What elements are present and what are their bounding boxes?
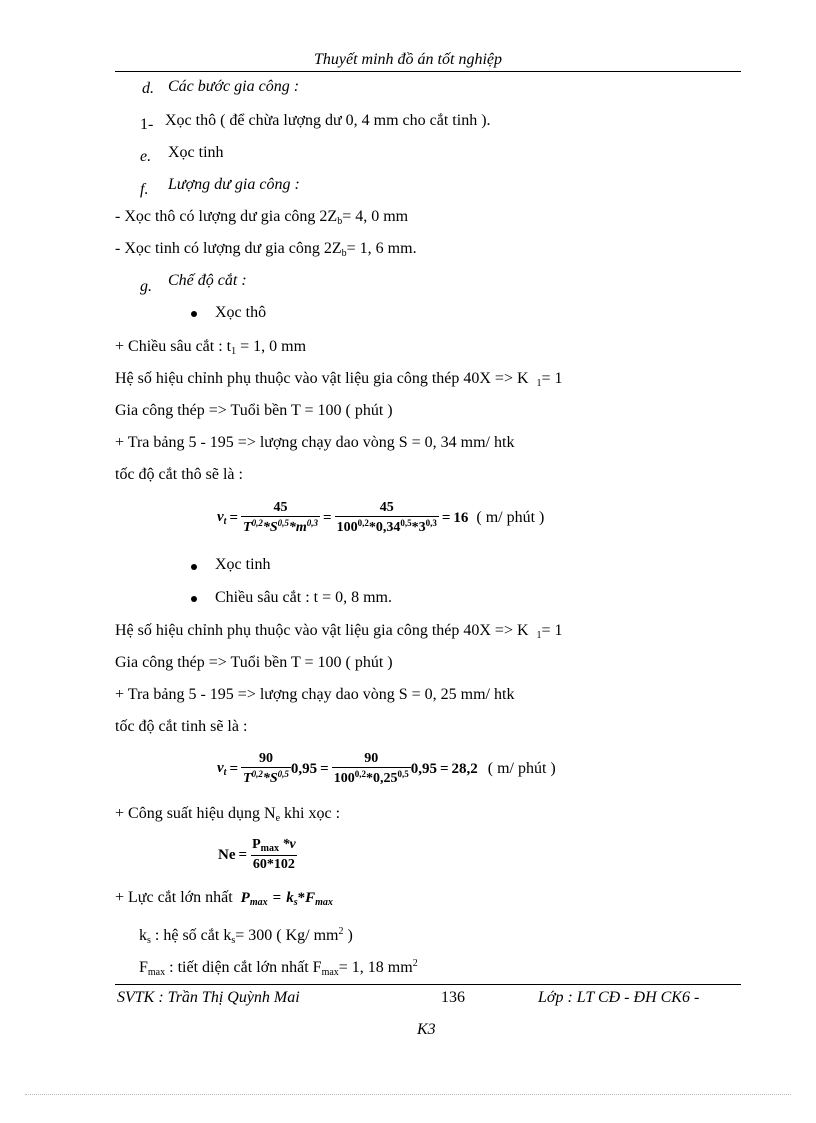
feed-rough: + Tra bảng 5 - 195 => lượng chạy dao vòng S = 0, 34 mm/ htk [115,434,515,451]
step-f-text: Lượng dư gia công : [168,176,300,193]
force-line: + Lực cắt lớn nhất $P_{max}$ = $k_s$ * $F_{max}$ [115,889,333,908]
allowance-rough: - Xọc thô có lượng dư gia công $2Z_b= 4$, 0 mm [115,208,409,227]
step-1-text: Xọc thô ( để chừa lượng dư 0, 4 mm cho cắt tinh ). [165,112,491,129]
cut-depth-rough: + Chiều sâu cắt : $t_1 = 1$, 0 mm [115,338,307,357]
speed-rough-intro: tốc độ cắt thô sẽ là : [115,466,243,483]
power-intro: + Công suất hiệu dụng $N_e$ khi xọc : [115,805,341,824]
tool-life-fine: Gia công thép => Tuổi bền T = 100 ( phút ) [115,654,393,671]
bullet-depth-fine: Chiều sâu cắt : t = 0, 8 mm. [215,589,392,606]
feed-fine: + Tra bảng 5 - 195 => lượng chạy dao vòng S = 0, 25 mm/ htk [115,686,515,703]
header-title: Thuyết minh đồ án tốt nghiệp [314,51,502,68]
fraction-rough-symbolic: $\frac{45}{T^{0,2}*S^{0,5}*m^{0,3}}$ [243,500,319,535]
bullet-rough: Xọc thô [215,304,267,321]
fraction-rough-numeric: $\frac{45}{100^{0,2}*0,34^{0,5}*3^{0,3}}$ [336,500,437,535]
speed-fine-intro: tốc độ cắt tinh sẽ là : [115,718,248,735]
speed-fine-result: 28,2 [451,760,478,777]
step-1-label: 1- [140,116,154,133]
formula-speed-rough: $v_t$ = $\frac{45}{T^{0,2}*S^{0,5}*m^{0,3}}$ = $\frac{45}{100^{0,2}*0,34^{0,5}*3^{0,3}}$ = 16 ( m/ phút ) [217,500,545,535]
coef-line-fine: Hệ số hiệu chỉnh phụ thuộc vào vật liệu gia công thép 40X => K $_1$= 1 [115,622,563,641]
step-g-label: g. [140,278,152,295]
step-f-label: f. [140,181,149,198]
tool-life-rough: Gia công thép => Tuổi bền T = 100 ( phút ) [115,402,393,419]
formula-speed-fine: $v_t$ = $\frac{90}{T^{0,2}*S^{0,5}}$ 0,95 = $\frac{90}{100^{0,2}*0,25^{0,5}}$ 0,95 = 28,2 ( m/ phút ) [217,751,556,786]
bullet-dot [191,311,197,317]
bullet-dot [191,596,197,602]
bullet-fine: Xọc tinh [215,556,271,573]
fraction-power: $\frac{P_{max} *v}{60*102}$ [252,837,296,872]
step-d-text: Các bước gia công : [168,78,300,95]
page-edge-dotted [25,1094,791,1095]
footer-page-number: 136 [441,989,465,1006]
speed-fine-unit: ( m/ phút ) [487,760,556,777]
coef-line-rough: Hệ số hiệu chỉnh phụ thuộc vào vật liệu gia công thép 40X => K $_1$= 1 [115,370,563,389]
step-e-label: e. [140,148,152,165]
step-e-text: Xọc tinh [168,144,224,161]
bullet-dot [191,564,197,570]
speed-rough-result: 16 [453,509,469,526]
fraction-fine-symbolic: $\frac{90}{T^{0,2}*S^{0,5}}$ [243,751,289,786]
step-d-label: d. [142,80,154,97]
cutting-coefficient: $k_s$ : hệ số cắt $k_s= 300$ ( Kg/ $mm^2$ ) [139,926,353,946]
footer-rule [115,984,741,985]
footer-class-continued: K3 [417,1021,436,1038]
formula-power: Ne = $\frac{P_{max} *v}{60*102}$ [218,837,296,872]
allowance-fine: - Xọc tinh có lượng dư gia công $2Z_b= 1$, 6 mm. [115,240,417,259]
speed-rough-unit: ( m/ phút ) [476,509,545,526]
footer-author: SVTK : Trần Thị Quỳnh Mai [117,989,300,1006]
footer-class: Lớp : LT CĐ - ĐH CK6 - [538,989,700,1006]
header-rule [115,71,741,72]
step-g-text: Chế độ cắt : [168,272,247,289]
cut-section: $F_{max}$ : tiết diện cắt lớn nhất $F_{max}= 1$, 18 $mm^2$ [139,958,418,978]
fraction-fine-numeric: $\frac{90}{100^{0,2}*0,25^{0,5}}$ [333,751,409,786]
